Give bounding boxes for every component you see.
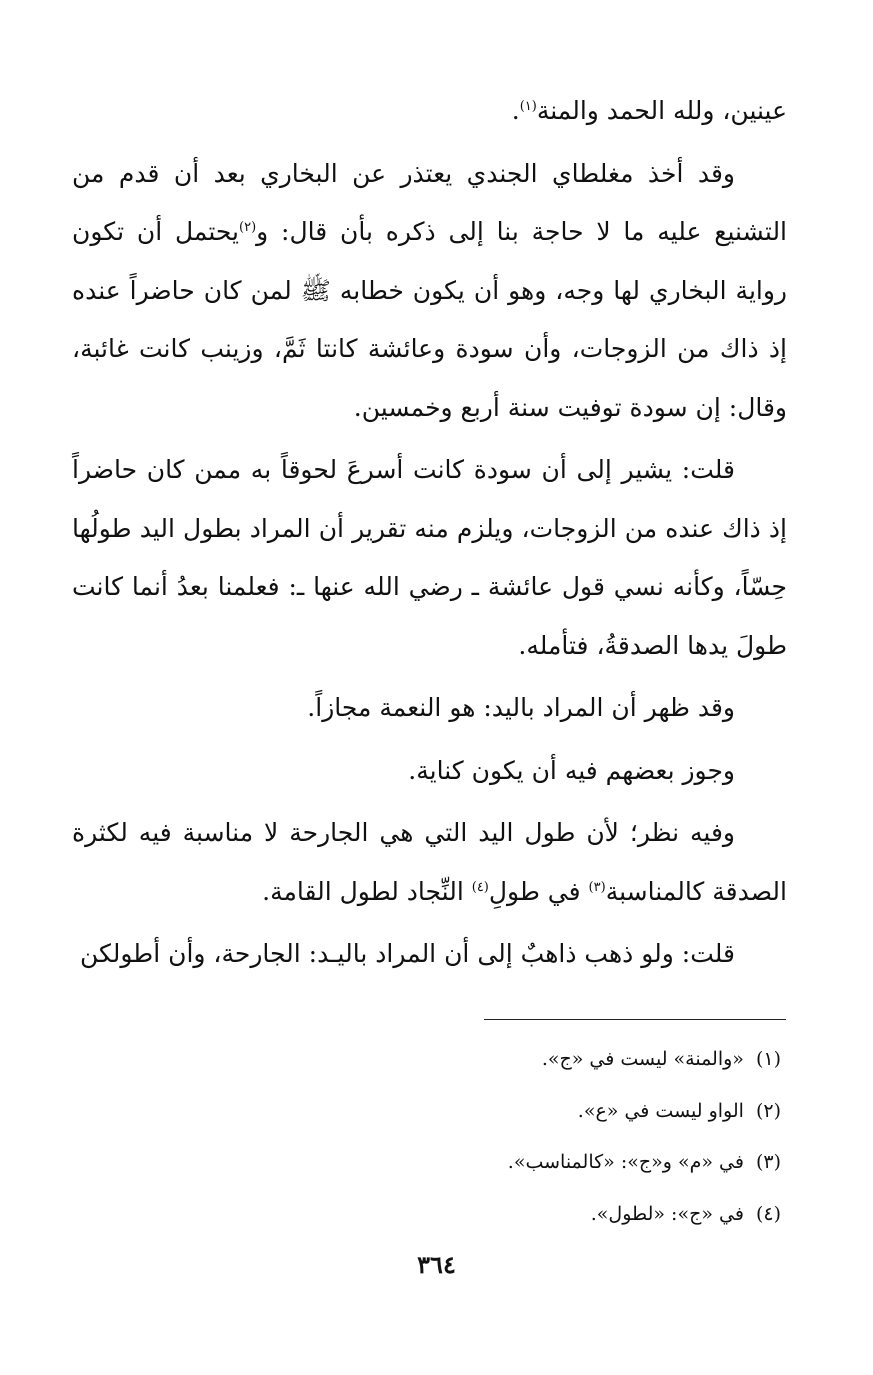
paragraph xyxy=(72,804,787,921)
text-run: يحتمل أن تكون رواية البخاري لها وجه، وهو أن يكون خطابه ﷺ لمن كان حاضراً عنده إذ ذاك من الزوجات، وأن سودة وعائشة كانتا ثَمَّ، وزينب كانت غائبة، وقال: إن سودة توفيت سنة أربع وخمسين. xyxy=(72,217,787,422)
footnote-marker: (٣) xyxy=(588,879,606,895)
footnote-separator xyxy=(484,1019,786,1020)
text-run: وفيه نظر؛ لأن طول اليد التي هي الجارحة لا مناسبة فيه لكثرة الصدقة كالمناسبة xyxy=(72,818,787,906)
text-run: قلت: يشير إلى أن سودة كانت أسرعَ لحوقاً به ممن كان حاضراً إذ ذاك عنده من الزوجات، ويلزم منه تقرير أن المراد بطول اليد طولُها حِسّاً، وكأنه نسي قول عائشة ـ رضي الله عنها ـ: فعلمنا بعدُ أنما كانت طولَ يدها الصدقةُ، فتأمله. xyxy=(72,455,787,660)
main-text-body xyxy=(72,82,787,988)
paragraph xyxy=(72,441,787,675)
text-run: وجوز بعضهم فيه أن يكون كناية. xyxy=(408,755,735,785)
footnote-item xyxy=(181,1034,781,1086)
footnote-item xyxy=(181,1189,781,1241)
footnote-marker: (٢) xyxy=(239,220,257,235)
footnote-marker: (١) xyxy=(519,99,537,114)
text-run: وقد أخذ مغلطاي الجندي يعتذر عن البخاري بعد أن قدم من التشنيع عليه ما لا حاجة بنا إلى ذكره بأن قال: و xyxy=(72,158,788,246)
footnote-text: «والمنة» ليست في «ج». xyxy=(541,1048,744,1070)
text-run: قلت: ولو ذهب ذاهبٌ إلى أن المراد باليـد: الجارحة، وأن أطولكن xyxy=(79,939,735,968)
text-run: . xyxy=(511,96,520,125)
text-run: وقد ظهر أن المراد باليد: هو النعمة مجازاً. xyxy=(307,693,735,722)
footnote-number: (٣) xyxy=(755,1151,781,1173)
footnote-text: في «م» و«ج»: «كالمناسب». xyxy=(507,1151,744,1173)
footnote-number: (٤) xyxy=(755,1202,781,1225)
footnote-text: الواو ليست في «ع». xyxy=(577,1099,744,1122)
text-run: عينين، ولله الحمد والمنة xyxy=(536,96,787,125)
paragraph xyxy=(72,742,787,801)
paragraph xyxy=(72,679,787,738)
paragraph xyxy=(72,925,787,984)
text-run: في طولِ xyxy=(488,876,589,906)
footnote-item xyxy=(181,1086,781,1138)
text-run: النِّجاد لطول القامة. xyxy=(262,876,472,906)
footnote-number: (٢) xyxy=(755,1099,781,1122)
footnote-item xyxy=(181,1137,781,1189)
page-number: ٣٦٤ xyxy=(417,1250,456,1279)
paragraph xyxy=(72,145,787,438)
footnote-number: (١) xyxy=(755,1048,781,1070)
paragraph xyxy=(72,82,787,141)
footnote-marker: (٤) xyxy=(471,879,489,895)
footnote-text: في «ج»: «لطول». xyxy=(590,1202,744,1225)
footnotes-section xyxy=(181,1034,781,1240)
